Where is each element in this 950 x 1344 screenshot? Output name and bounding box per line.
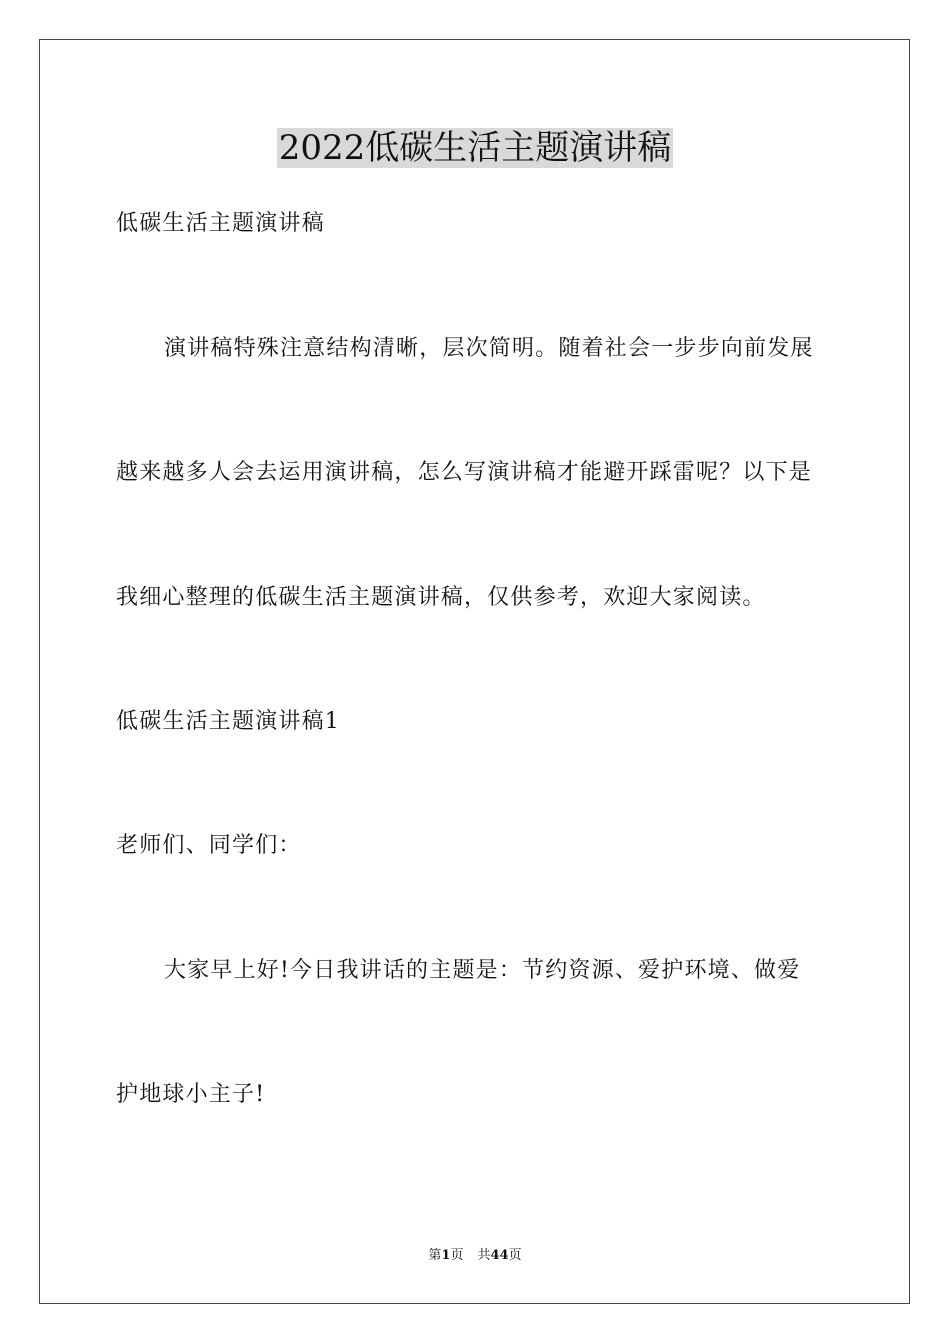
footer-total-suffix: 页 <box>508 1248 522 1263</box>
paragraph-line: 护地球小主子! <box>116 1082 266 1107</box>
document-title <box>0 124 950 172</box>
footer-total-number: 44 <box>490 1248 509 1263</box>
paragraph-line: 大家早上好!今日我讲话的主题是：节约资源、爱护环境、做爱 <box>164 958 801 983</box>
page-footer <box>0 1247 950 1265</box>
paragraph-line: 演讲稿特殊注意结构清晰，层次简明。随着社会一步步向前发展 <box>164 336 814 361</box>
footer-total-prefix: 共 <box>477 1248 491 1263</box>
paragraph-line: 越来越多人会去运用演讲稿，怎么写演讲稿才能避开踩雷呢？以下是 <box>116 460 813 485</box>
section-heading: 低碳生活主题演讲稿1 <box>116 709 340 734</box>
salutation-line: 老师们、同学们： <box>116 833 302 858</box>
footer-page-number: 1 <box>441 1248 451 1263</box>
paragraph-line: 我细心整理的低碳生活主题演讲稿，仅供参考，欢迎大家阅读。 <box>116 585 766 610</box>
document-title-text: 2022低碳生活主题演讲稿 <box>278 128 672 168</box>
footer-page-suffix: 页 <box>450 1248 464 1263</box>
subtitle-line: 低碳生活主题演讲稿 <box>116 211 325 236</box>
footer-page-prefix: 第 <box>428 1248 442 1263</box>
